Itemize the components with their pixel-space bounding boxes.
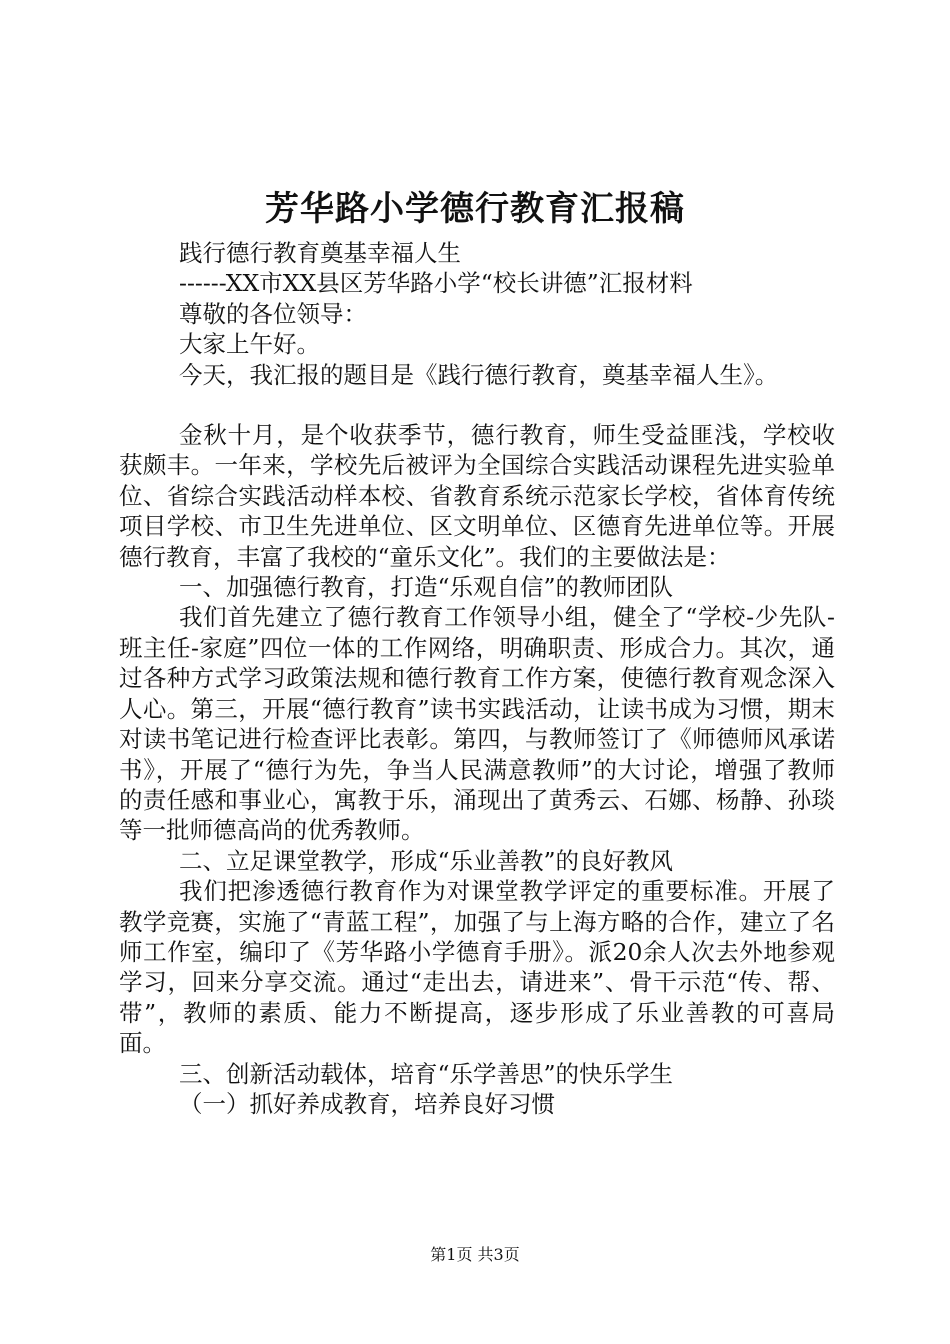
page-number: 第1页 共3页 bbox=[430, 1245, 520, 1264]
section-heading-1: 一、加强德行教育，打造“乐观自信”的教师团队 bbox=[179, 573, 674, 602]
topic-line: 今天，我汇报的题目是《践行德行教育，奠基幸福人生》。 bbox=[179, 360, 779, 389]
salutation-line: 尊敬的各位领导： bbox=[179, 299, 367, 328]
source-line: ------XX市XX县区芳华路小学“校长讲德”汇报材料 bbox=[179, 269, 693, 298]
subsection-heading-3-1: （一）抓好养成教育，培养良好习惯 bbox=[179, 1089, 555, 1118]
section-heading-3: 三、创新活动载体，培育“乐学善思”的快乐学生 bbox=[179, 1059, 674, 1088]
paragraph-gap bbox=[119, 390, 835, 420]
document-title: 芳华路小学德行教育汇报稿 bbox=[265, 189, 685, 229]
section-heading-2: 二、立足课堂教学，形成“乐业善教”的良好教风 bbox=[179, 846, 674, 875]
document-body bbox=[119, 238, 835, 1119]
greeting-line: 大家上午好。 bbox=[179, 330, 320, 359]
subtitle-line: 践行德行教育奠基幸福人生 bbox=[179, 239, 461, 267]
paragraph-section-1: 我们首先建立了德行教育工作领导小组，健全了“学校-少先队-班主任-家庭”四位一体的工作网络，明确职责、形成合力。其次，通过各种方式学习政策法规和德行教育工作方案，使德行教育观念深入人心。第三，开展“德行教育”读书实践活动，让读书成为习惯，期末对读书笔记进行检查评比表彰。第四，与教师签订了《师德师风承诺书》，开展了“德行为先，争当人民满意教师”的大讨论，增强了教师的责任感和事业心，寓教于乐，涌现出了黄秀云、石娜、杨静、孙琰等一批师德高尚的优秀教师。 bbox=[119, 603, 835, 845]
paragraph-intro: 金秋十月，是个收获季节，德行教育，师生受益匪浅，学校收获颇丰。一年来，学校先后被评为全国综合实践活动课程先进实验单位、省综合实践活动样本校、省教育系统示范家长学校，省体育传统项目学校、市卫生先进单位、区文明单位、区德育先进单位等。开展德行教育，丰富了我校的“童乐文化”。我们的主要做法是： bbox=[119, 421, 835, 571]
paragraph-section-2: 我们把渗透德行教育作为对课堂教学评定的重要标准。开展了教学竞赛，实施了“青蓝工程”，加强了与上海方略的合作，建立了名师工作室，编印了《芳华路小学德育手册》。派20余人次去外地参观学习，回来分享交流。通过“走出去，请进来”、骨干示范“传、帮、带”，教师的素质、能力不断提高，逐步形成了乐业善教的可喜局面。 bbox=[119, 877, 835, 1058]
